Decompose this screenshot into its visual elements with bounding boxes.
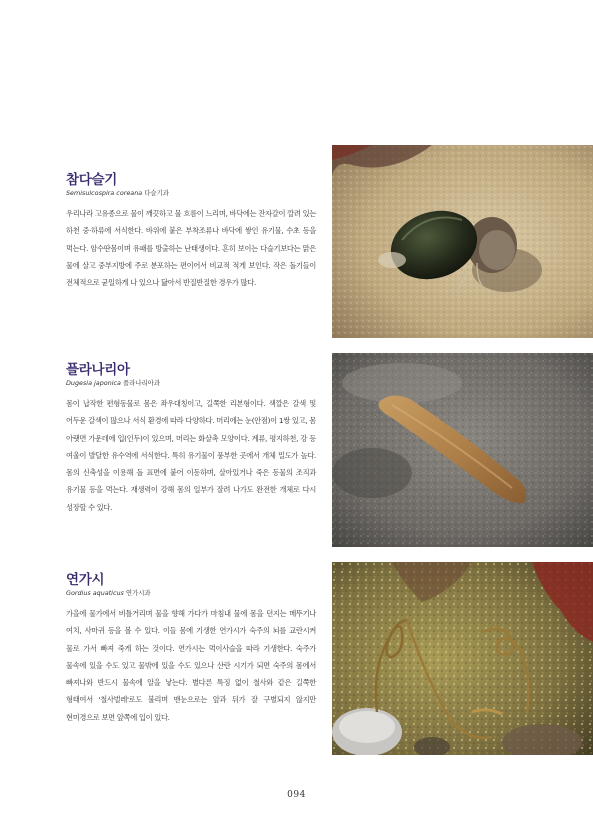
entry-description: 우리나라 고유종으로 물이 깨끗하고 물 흐름이 느리며, 바닥에는 잔자갈이 깔려 있는 하천 중·하류에 서식한다. 바위에 붙은 부착조류나 바닥에 쌓인 유기물, 수초 등을 먹는다. 암수딴몸이며 유패를 방출하는 난태생이다. 흔히 보이는 다슬기보다는 맑은 물에 살고 중부지방에 주로 분포하는 편이어서 비교적 적게 보인다. 작은 돌기들이 전체적으로 균일하게 나 있으나 닳아서 반질반질한 경우가 많다.: [66, 209, 316, 288]
family-name: 플라나리아과: [122, 379, 161, 387]
entry-description: 몸이 납작한 편형동물로 몸은 좌우대칭이고, 길쭉한 리본형이다. 색깔은 갈색 및 어두운 갈색이 많으나 서식 환경에 따라 다양하다. 머리에는 눈(안점)이 1쌍 있고, 몸 아랫면 가운데에 입(인두)이 있으며, 머리는 화살촉 모양이다. 계류, 평지하천, 강 등 여울이 발달한 유수역에 서식한다. 특히 유기물이 풍부한 곳에서 개체 밀도가 높다. 몸의 신축성을 이용해 돌 표면에 붙어 이동하며, 살아있거나 죽은 동물의 조직과 유기물 등을 먹는다. 재생력이 강해 몸의 일부가 잘려 나가도 완전한 개체로 다시 성장할 수 있다.: [66, 399, 316, 512]
family-name: 다슬기과: [144, 189, 169, 197]
entry-scientific-line: [66, 189, 316, 198]
family-name: 연가시과: [125, 589, 151, 597]
entry-title: 플라나리아: [66, 362, 130, 378]
snail-photo: [332, 145, 593, 338]
entry-title: 참다슬기: [66, 172, 117, 188]
entry-text: [66, 572, 316, 733]
page-number: 094: [287, 790, 306, 800]
scientific-name: Semisulcospira coreana: [66, 189, 143, 197]
scientific-name: Dugesia japonica: [66, 379, 121, 387]
entry-scientific-line: [66, 589, 316, 598]
entry-text: [66, 362, 316, 523]
scientific-name: Gordius aquaticus: [66, 589, 124, 597]
entry-text: [66, 172, 316, 299]
entry-title: 연가시: [66, 572, 105, 588]
planaria-photo: [332, 353, 593, 547]
entry-description: 가을에 물가에서 비틀거리며 물을 향해 가다가 마침내 물에 몸을 던지는 메뚜기나 여치, 사마귀 등을 볼 수 있다. 이들 몸에 기생한 연가시가 숙주의 뇌를 교란시켜 물로 가서 빠져 죽게 하는 것이다. 연가시는 먹이사슬을 따라 기생한다. 숙주가 물속에 있을 수도 있고 물밖에 있을 수도 있으나 산란 시기가 되면 숙주의 몸에서 빠져나와 반드시 물속에 알을 낳는다. 별다른 특징 없이 철사와 같은 길쭉한 형태여서 '철사벌레'로도 불리며 맨눈으로는 앞과 뒤가 잘 구별되지 않지만 현미경으로 보면 앞쪽에 입이 있다.: [66, 609, 316, 722]
horsehair-worm-photo: [332, 562, 593, 755]
entry-scientific-line: [66, 379, 316, 388]
